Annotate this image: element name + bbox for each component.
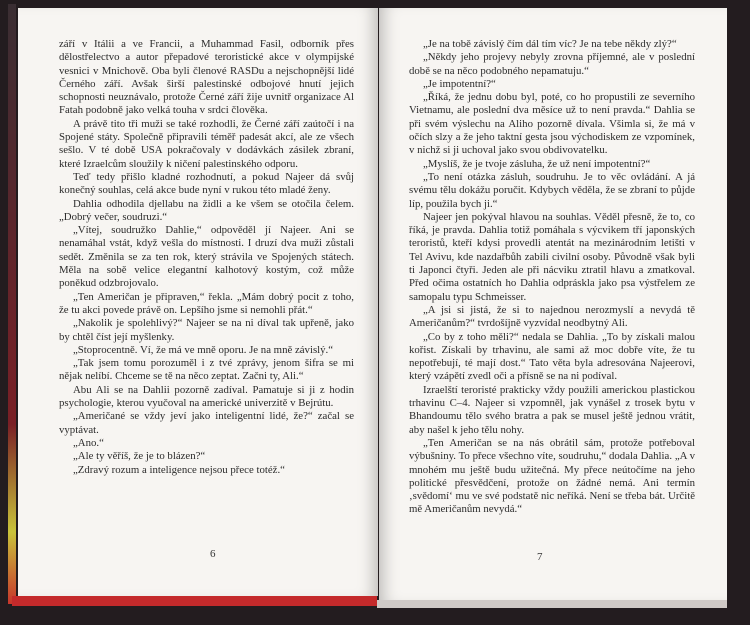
paragraph: „A jsi si jistá, že si to najednou nerozmyslí a nevydá tě Američanům?“ tvrdošíjně vyzvídal neodbytný Ali. <box>409 303 695 330</box>
paragraph: „Ten Američan je připraven,“ řekla. „Mám dobrý pocit z toho, že tu akci povede právě on. Lepšího jsme si nemohli přát.“ <box>59 290 354 316</box>
paragraph: „Ten Američan se na nás obrátil sám, protože potřeboval výbušniny. To přece všechno víte, soudruhu,“ dodala Dahlia. „A v mnohém mu ještě budu užitečná. My přece neútočíme na jeho politické přesvědčení, protože on žádné nemá. Ani termín ‚svědomí‘ mu ve své podstatě nic neříká. Není se třeba bát. Určitě mě Američanům nevydá.“ <box>409 436 695 516</box>
paragraph: „Nakolik je spolehlivý?“ Najeer se na ni díval tak upřeně, jako by chtěl číst její myšlenky. <box>59 317 354 343</box>
left-page <box>18 8 378 596</box>
paragraph: Najeer jen pokýval hlavou na souhlas. Věděl přesně, že to, co říká, je pravda. Dahlia totiž pomáhala s výcvikem tří japonských teroristů, kteří kdysi provedli atentát na mezinárodním letišti v Tel Avivu, kde nazdařbůh zabili civilní osoby. Původně však byli ti Japonci čtyři. Jeden ale při nácviku ztratil hlavu a zmatkoval. Před očima ostatních ho Dahlia odpráskla jako psa výstřelem ze samopalu typu Schmeisser. <box>409 210 695 303</box>
paragraph: Dahlia odhodila djellabu na židli a ke všem se otočila čelem. „Dobrý večer, soudruzi.“ <box>59 197 354 223</box>
page-edges <box>377 600 728 608</box>
paragraph: Izraelští teroristé prakticky vždy použili americkou plastickou trhavinu C–4. Najeer si vzpomněl, jak vynášel z trosek bytu v Bhandoumu tělo svého bratra a pak se musel ještě jednou vrátit, aby našel k jeho tělu nohy. <box>409 383 695 436</box>
paragraph: „Co by z toho měli?“ nedala se Dahlia. „To by získali malou kořist. Získali by trhavinu, ale sami až moc dobře víte, že tu nepotřebují, té mají dost.“ Tato věta byla adresována Najeerovi, který vzápětí zvedl oči a přísně se na ni podíval. <box>409 330 695 383</box>
paragraph: „Ano.“ <box>73 436 104 449</box>
right-page-text <box>409 38 695 517</box>
paragraph: „Ale ty věříš, že je to blázen?“ <box>73 450 206 463</box>
paragraph: září v Itálii a ve Francii, a Muhammad Fasil, odborník přes dělostřelectvo a autor přepadové teroristické akce v olympijské vesnici v Mnichově. Oba byli členové RASDu a nejschopnější lidé Černého září. Avšak širší palestinské odbojové hnutí jejich schopnosti neuznávalo, protože Černé září žije uvnitř organizace Al Fatah podobně jako velká touha v srdci člověka. <box>59 38 354 117</box>
paragraph: „Vítej, soudružko Dahlie,“ odpověděl jí Najeer. Ani se nenamáhal vstát, když vešla do místnosti. I druzí dva muži zůstali sedět. Změnila se za ten rok, který strávila ve Spojených státech. Měla na sobě velice elegantní kalhotový kostým, což může poněkud odzbrojovalo. <box>59 224 354 290</box>
paragraph: „Je na tobě závislý čím dál tím víc? Je na tebe někdy zlý?“ <box>423 38 677 50</box>
paragraph: „Říká, že jednu dobu byl, poté, co ho propustili ze severního Vietnamu, ale poslední dva měsíce už to není pravda.“ Dahlia se při svém výslechu na Aliho pozorně dívala. Všimla si, že má v očích slzy a že jeho taktní gesta jsou východiskem ze vzpomínek, v nichž si ji uchoval jako svou obdivovatelku. <box>409 91 695 157</box>
paragraph: „Je impotentní?“ <box>423 77 496 90</box>
paragraph: „Američané se vždy jeví jako inteligentní lidé, že?“ začal se vyptávat. <box>59 410 354 436</box>
book-spine <box>8 4 16 604</box>
background-edge <box>727 8 750 608</box>
paragraph: „Zdravý rozum a inteligence nejsou přece totéž.“ <box>73 463 285 476</box>
paragraph: Teď tedy přišlo kladné rozhodnutí, a pokud Najeer dá svůj konečný souhlas, celá akce bude nyní v rukou této mladé ženy. <box>59 170 354 197</box>
paragraph: „Myslíš, že je tvoje zásluha, že už není impotentní?“ <box>423 157 651 170</box>
page-number: 6 <box>210 548 216 560</box>
left-page-text <box>59 38 354 477</box>
page-number: 7 <box>537 551 543 563</box>
paragraph: „Stoprocentně. Ví, že má ve mně oporu. Je na mně závislý.“ <box>73 343 334 356</box>
paragraph: Abu Ali se na Dahlii pozorně zadíval. Pamatuje si ji z hodin psychologie, kterou vyučoval na americké univerzitě v Bejrútu. <box>59 383 354 410</box>
paragraph: „To není otázka zásluh, soudruhu. Je to věc ovládání. A já svému tělu dokážu poručit. Kdybych věděla, že se zbraní to půjde líp, použila bych ji.“ <box>409 170 695 210</box>
right-page <box>379 8 727 600</box>
paragraph: A právě tito tři muži se také rozhodli, že Černé září zaútočí i na Spojené státy. Společně připravili téměř padesát akcí, ale ze všech sešlo. V té době USA pokračovaly v dodávkách zásilek zbraní, které Izraelcům sloužily k ničení palestinského odporu. <box>59 117 354 170</box>
paragraph: „Někdy jeho projevy nebyly zrovna příjemné, ale v poslední době se na něco podobného nepamatuju.“ <box>409 51 695 77</box>
book-cover-edge <box>12 596 377 606</box>
paragraph: „Tak jsem tomu porozuměl i z tvé zprávy, jenom šifra se mi nějak nelíbí. Chceme se tě na něco zeptat. Začni ty, Ali.“ <box>59 357 354 383</box>
